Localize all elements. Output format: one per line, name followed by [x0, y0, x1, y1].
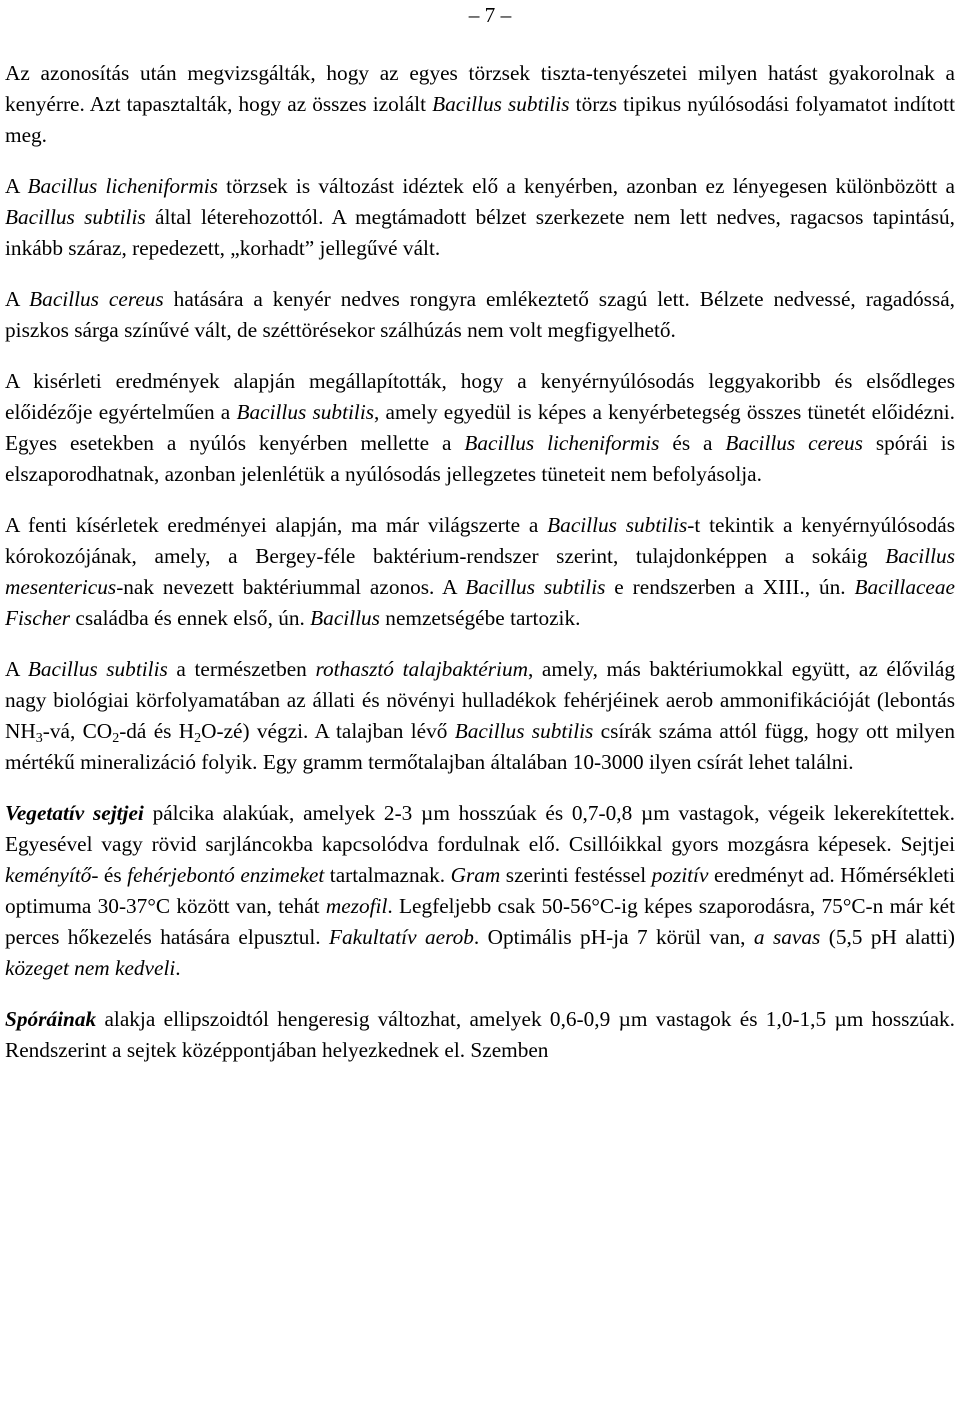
text-run: A fenti kísérletek eredményei alapján, ma már világszerte a [5, 513, 548, 537]
text-run: -t tekintik a kenyérnyúlósodás kórokozójának, amely, a Bergey-féle baktérium-rendszer szerint, tulajdonképpen a sokáig [5, 513, 955, 568]
text-run: Bacillus mesentericus [5, 544, 955, 599]
text-run: , amely, más baktériumokkal együtt, az élővilág nagy biológiai körfolyamatában az állati és növényi hulladékok fehérjéinek aerob ammonifikációját (lebontás NH [5, 657, 956, 743]
text-run: A [5, 174, 28, 198]
text-run: hatására a kenyér nedves rongyra emlékeztető szagú lett. Bélzete nedvessé, ragadóssá, piszkos sárga színűvé vált, de széttörésekor szálhúzás nem volt megfigyelhető. [5, 287, 955, 342]
text-run: Bacillus subtilis [236, 400, 375, 424]
text-run: Bacillus subtilis [465, 575, 606, 599]
text-run: családba és ennek első, ún. [70, 606, 311, 630]
paragraph-3 [5, 284, 955, 346]
text-run: Vegetatív sejtjei [5, 801, 144, 825]
text-run: Az azonosítás után megvizsgálták, hogy az egyes törzsek tiszta-tenyészetei milyen hatást gyakorolnak a kenyérre. Azt tapasztalták, hogy az összes izolált [5, 61, 955, 116]
text-run: -dá és H [119, 719, 195, 743]
text-run: -vá, CO [42, 719, 113, 743]
text-run: Bacillus subtilis [27, 657, 168, 681]
text-run: 2 [112, 731, 120, 746]
text-run: a természetben [167, 657, 316, 681]
text-run: (5,5 pH alatti) [820, 925, 955, 949]
text-run: keményítő- [5, 863, 99, 887]
text-run: O-zé) végzi. A talajban lévő [201, 719, 455, 743]
text-run: Bacillus subtilis [547, 513, 688, 537]
text-run: és a [659, 431, 726, 455]
text-run: . Optimális pH-ja 7 körül van, [473, 925, 754, 949]
text-run: Spóráinak [5, 1007, 97, 1031]
text-run: Bacillus [310, 606, 380, 630]
paragraph-5 [5, 510, 955, 634]
text-run: által léterehozottól. A megtámadott bélzet szerkezete nem lett nedves, ragacsos tapintású, inkább száraz, repedezett, „korhadt” jellegűvé vált. [5, 205, 955, 260]
text-run: törzs tipikus nyúlósodási folyamatot indított meg. [5, 92, 955, 147]
text-run: szerinti festéssel [500, 863, 652, 887]
text-run: -nak nevezett baktériummal azonos. A [116, 575, 466, 599]
text-run: e rendszerben a XIII., ún. [605, 575, 855, 599]
paragraph-8 [5, 1004, 955, 1066]
text-run: Bacillus licheniformis [27, 174, 218, 198]
text-run: mezofil [325, 894, 388, 918]
text-run: alakja ellipszoidtól hengeresig változhat, amelyek 0,6-0,9 µm vastagok és 1,0-1,5 µm hosszúak. Rendszerint a sejtek középpontjában helyezkednek el. Szemben [5, 1007, 955, 1062]
text-run: fehérjebontó enzimeket [127, 863, 325, 887]
text-run: közeget nem kedveli [5, 956, 176, 980]
paragraph-2 [5, 171, 955, 264]
text-run: 2 [194, 731, 202, 746]
text-run: . Legfeljebb csak 50-56°C-ig képes szaporodásra, 75°C-n már két perces hőkezelés hatására elpusztul. [5, 894, 955, 949]
text-run: nemzetségébe tartozik. [379, 606, 581, 630]
text-run: pálcika alakúak, amelyek 2-3 µm hosszúak és 0,7-0,8 µm vastagok, végeik lekerekítettek. Egyesével vagy rövid sarjláncokba kapcsolódva fordulnak elő. Csillóikkal gyors mozgásra képesek. Sejtjei [5, 801, 955, 856]
body-text [5, 58, 955, 1086]
text-run: csírák száma attól függ, hogy ott milyen mértékű mineralizáció folyik. Egy gramm termőtalajban általában 10-3000 ilyen csírát lehet találni. [5, 719, 955, 774]
text-run: . [175, 956, 181, 980]
page-number: – 7 – [468, 3, 512, 27]
text-run: , amely egyedül is képes a kenyérbetegség összes tünetét előidézni. Egyes esetekben a nyúlós kenyérben mellette a [5, 400, 956, 455]
paragraph-1 [5, 58, 955, 151]
text-run: A [5, 287, 30, 311]
text-run: és [98, 863, 128, 887]
text-run: Fakultatív aerob [329, 925, 474, 949]
text-run: Bacillus subtilis [432, 92, 570, 116]
paragraph-6 [5, 654, 955, 778]
text-run: törzsek is változást idéztek elő a kenyérben, azonban ez lényegesen különbözött a [217, 174, 956, 198]
text-run: A kisérleti eredmények alapján megállapították, hogy a kenyérnyúlósodás leggyakoribb és elsődleges előidézője egyértelműen a [5, 369, 955, 424]
text-run: Bacillus licheniformis [464, 431, 660, 455]
paragraph-7 [5, 798, 955, 984]
text-run: Gram [450, 863, 501, 887]
text-run: A [5, 657, 28, 681]
text-run: rothasztó talajbaktérium [315, 657, 528, 681]
paragraph-4 [5, 366, 955, 490]
text-run: Bacillus cereus [29, 287, 164, 311]
text-run: eredményt ad. Hőmérsékleti optimuma 30-37°C között van, tehát [5, 863, 955, 918]
text-run: spórái is elszaporodhatnak, azonban jelenlétük a nyúlósodás jellegzetes tüneteit nem befolyásolja. [5, 431, 956, 486]
text-run: Bacillus cereus [725, 431, 863, 455]
text-run: Bacillaceae Fischer [5, 575, 955, 630]
text-run: a savas [753, 925, 821, 949]
text-run: Bacillus subtilis [5, 205, 146, 229]
text-run: pozitív [651, 863, 709, 887]
text-run: tartalmaznak. [324, 863, 451, 887]
text-run: Bacillus subtilis [454, 719, 594, 743]
text-run: 3 [35, 731, 43, 746]
